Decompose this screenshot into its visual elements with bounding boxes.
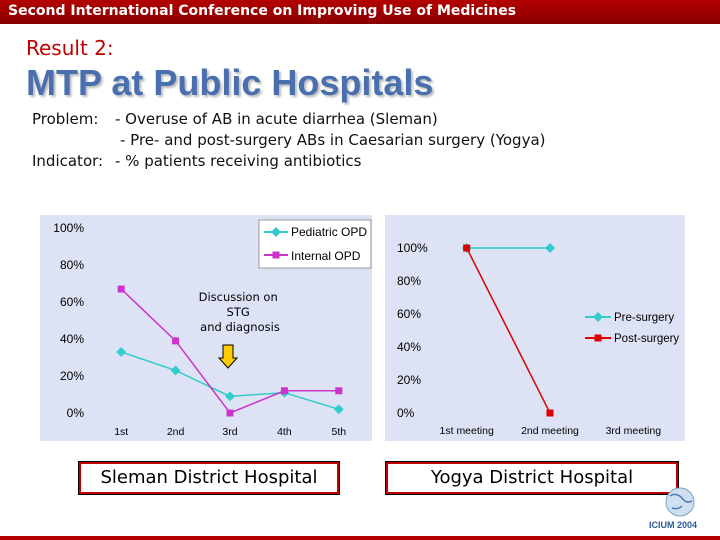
caption-sleman-text: Sleman District Hospital — [81, 464, 337, 492]
slide-title: MTP at Public Hospitals — [26, 62, 434, 103]
x-tick-label: 5th — [331, 426, 347, 438]
y-tick-label: 0% — [397, 406, 415, 420]
y-tick-label: 60% — [397, 307, 422, 321]
y-tick-label: 60% — [59, 295, 84, 309]
problem-line-1: - Overuse of AB in acute diarrhea (Sleman) — [115, 110, 438, 128]
x-tick-label: 2nd meeting — [521, 425, 579, 437]
legend-label-pre: Pre-surgery — [614, 312, 675, 324]
data-point — [118, 286, 125, 293]
caption-sleman — [78, 461, 340, 495]
result-label: Result 2: — [26, 36, 114, 60]
y-tick-label: 80% — [397, 274, 422, 288]
y-tick-label: 20% — [397, 373, 422, 387]
caption-yogya-text: Yogya District Hospital — [388, 464, 676, 492]
legend — [259, 220, 371, 268]
x-tick-label: 3rd — [222, 426, 238, 438]
data-point — [335, 387, 342, 394]
data-point — [547, 410, 554, 417]
logo-text: ICIUM 2004 — [648, 520, 698, 530]
x-tick-label: 3rd meeting — [605, 425, 662, 437]
y-tick-label: 100% — [53, 221, 84, 235]
conference-banner — [0, 0, 720, 24]
data-point — [172, 337, 179, 344]
data-point — [227, 410, 234, 417]
x-tick-label: 4th — [277, 426, 292, 438]
x-tick-label: 2nd — [166, 426, 185, 438]
legend-label-post: Post-surgery — [614, 333, 680, 345]
problem-line-2: - Pre- and post-surgery ABs in Caesarian surgery (Yogya) — [120, 131, 546, 149]
x-tick-label: 1st — [114, 426, 129, 438]
legend-label-pediatric: Pediatric OPD — [291, 225, 368, 239]
sleman-line-chart — [40, 215, 372, 441]
y-tick-label: 40% — [397, 340, 422, 354]
legend-marker-internal — [273, 252, 280, 259]
yogya-line-chart — [385, 215, 685, 441]
data-point — [463, 245, 470, 252]
data-point — [281, 387, 288, 394]
legend-marker-post — [595, 335, 602, 342]
problem-label: Problem: — [32, 110, 99, 128]
y-tick-label: 0% — [66, 406, 84, 420]
annotation-text: Discussion on STG and diagnosis — [198, 290, 280, 334]
legend-label-internal: Internal OPD — [291, 249, 361, 263]
y-tick-label: 20% — [59, 369, 84, 383]
icium-logo — [638, 484, 708, 534]
indicator-label: Indicator: — [32, 152, 104, 170]
y-tick-label: 40% — [59, 332, 84, 346]
caption-yogya — [385, 461, 679, 495]
y-tick-label: 80% — [59, 258, 84, 272]
x-tick-label: 1st meeting — [439, 425, 494, 437]
banner-title: Second International Conference on Improving Use of Medicines — [8, 3, 517, 19]
bottom-bar — [0, 536, 720, 540]
y-tick-label: 100% — [397, 241, 428, 255]
indicator-text: - % patients receiving antibiotics — [115, 152, 362, 170]
plot-background — [385, 215, 685, 441]
